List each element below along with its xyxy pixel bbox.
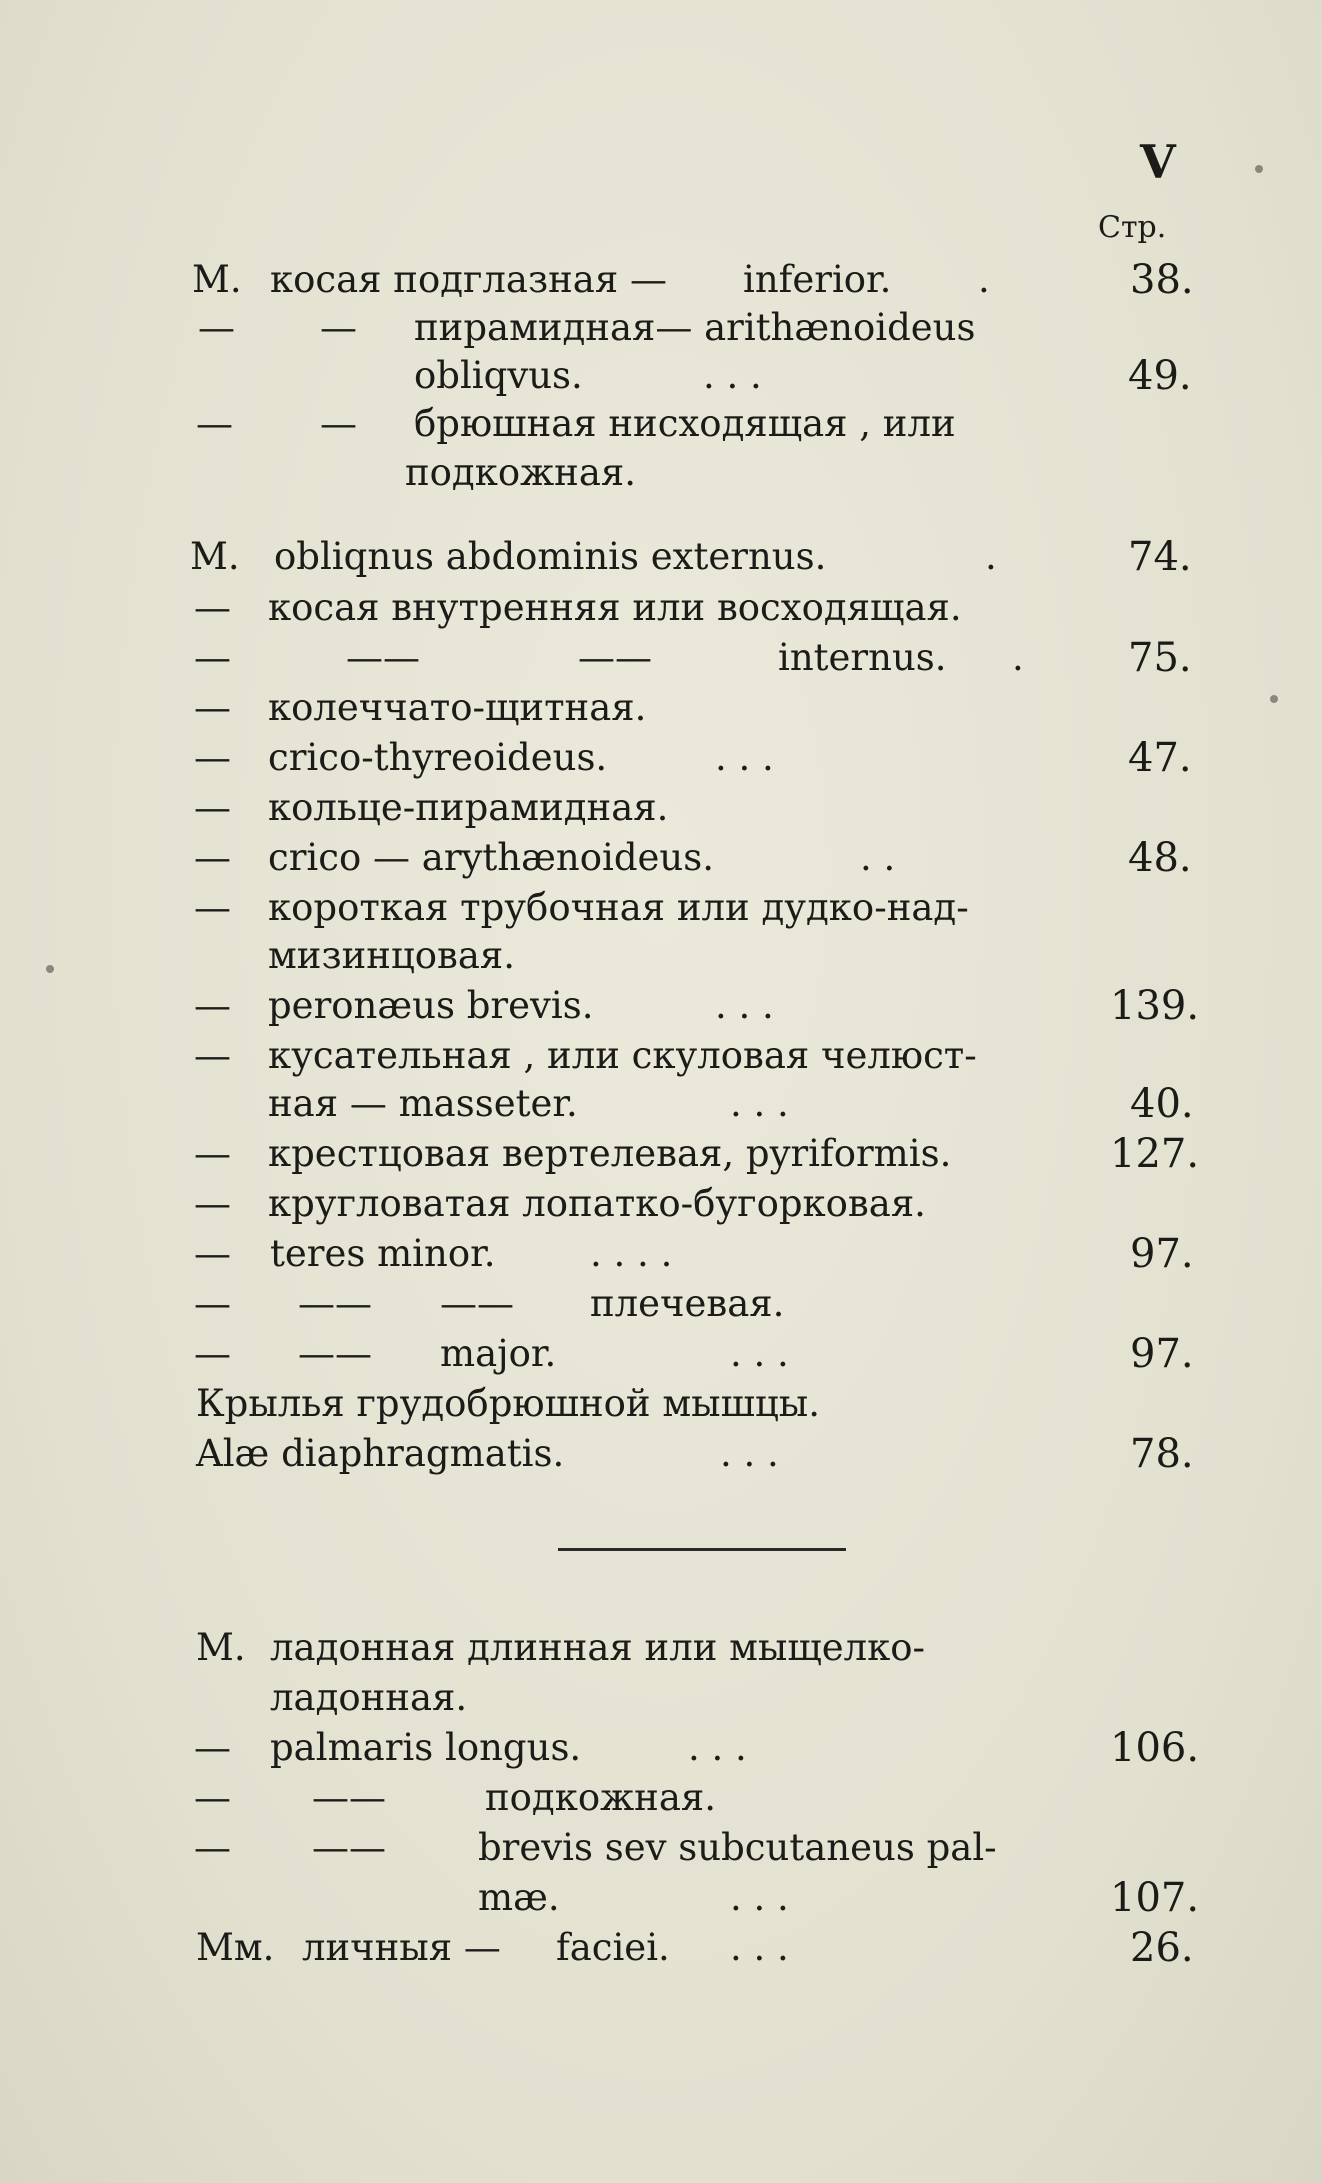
index-entry bbox=[0, 1673, 1322, 1723]
index-entry bbox=[0, 448, 1322, 498]
index-entry bbox=[0, 399, 1322, 449]
entry-dash: — bbox=[194, 836, 231, 879]
index-entry bbox=[0, 1229, 1322, 1279]
entry-term: косая внутренняя или восходящая. bbox=[268, 586, 962, 629]
entry-term: крестцовая вертелевая, pyriformis. bbox=[268, 1132, 952, 1175]
entry-leader-dots: . . . bbox=[730, 1332, 789, 1375]
entry-latin: internus. bbox=[778, 636, 947, 679]
index-entry bbox=[0, 833, 1322, 883]
entry-latin: Alæ diaphragmatis. bbox=[196, 1432, 565, 1475]
paper-speck bbox=[1255, 165, 1263, 173]
entry-dash: — bbox=[194, 686, 231, 729]
entry-dash: — bbox=[194, 1232, 231, 1275]
entry-latin: palmaris longus. bbox=[270, 1726, 582, 1769]
index-entry bbox=[0, 733, 1322, 783]
index-entry bbox=[0, 1329, 1322, 1379]
entry-prefix: Мм. bbox=[196, 1926, 275, 1969]
entry-leader-dots: . . . bbox=[730, 1876, 789, 1919]
entry-term: мизинцовая. bbox=[268, 934, 516, 977]
entry-page-ref: 49. bbox=[1128, 353, 1192, 399]
entry-ditto: —— bbox=[440, 1282, 514, 1325]
entry-term: подкожная. bbox=[405, 451, 636, 494]
entry-latin: brevis sev subcutaneus pal- bbox=[478, 1826, 997, 1869]
entry-dash: — bbox=[194, 1282, 231, 1325]
entry-leader-dots: . bbox=[985, 535, 997, 578]
entry-latin: obliqvus. bbox=[414, 354, 583, 397]
column-header-page: Стр. bbox=[1098, 210, 1167, 245]
index-entry bbox=[0, 1429, 1322, 1479]
entry-dash: — bbox=[320, 306, 357, 349]
entry-dash: — bbox=[194, 736, 231, 779]
entry-term: ладонная длинная или мыщелко- bbox=[270, 1626, 926, 1669]
entry-page-ref: 47. bbox=[1128, 735, 1192, 781]
entry-latin: peronæus brevis. bbox=[268, 984, 594, 1027]
entry-term: колеччато-щитная. bbox=[268, 686, 647, 729]
entry-dash: — bbox=[194, 984, 231, 1027]
index-entry bbox=[0, 1823, 1322, 1873]
entry-term: короткая трубочная или дудко-над- bbox=[268, 886, 969, 929]
entry-ditto: —— bbox=[298, 1332, 372, 1375]
entry-leader-dots: . bbox=[978, 258, 990, 301]
entry-term: косая подглазная — bbox=[270, 258, 667, 301]
index-entry bbox=[0, 1129, 1322, 1179]
entry-term: кусательная , или скуловая челюст- bbox=[268, 1034, 977, 1077]
entry-term: Крылья грудобрюшной мышцы. bbox=[196, 1382, 820, 1425]
index-entry bbox=[0, 303, 1322, 353]
entry-latin: teres minor. bbox=[270, 1232, 496, 1275]
entry-dash: — bbox=[194, 1826, 231, 1869]
index-entry bbox=[0, 1379, 1322, 1429]
index-entry bbox=[0, 683, 1322, 733]
index-entry bbox=[0, 1623, 1322, 1673]
entry-dash: — bbox=[194, 1132, 231, 1175]
index-entry bbox=[0, 583, 1322, 633]
index-entry bbox=[0, 783, 1322, 833]
entry-latin: obliqnus abdominis externus. bbox=[274, 535, 827, 578]
entry-latin: faciei. bbox=[556, 1926, 670, 1969]
entry-leader-dots: . . . bbox=[715, 984, 774, 1027]
entry-page-ref: 48. bbox=[1128, 835, 1192, 881]
entry-ditto: —— bbox=[312, 1776, 386, 1819]
entry-leader-dots: . . . bbox=[730, 1926, 789, 1969]
index-entry bbox=[0, 981, 1322, 1031]
entry-term: кольце-пирамидная. bbox=[268, 786, 669, 829]
entry-leader-dots: . . . bbox=[720, 1432, 779, 1475]
entry-prefix: М. bbox=[196, 1626, 246, 1669]
index-entry bbox=[0, 633, 1322, 683]
entry-page-ref: 139. bbox=[1110, 983, 1200, 1029]
entry-page-ref: 38. bbox=[1130, 257, 1194, 303]
entry-dash: — bbox=[194, 1726, 231, 1769]
entry-term: кругловатая лопатко-бугорковая. bbox=[268, 1182, 926, 1225]
entry-leader-dots: . . . bbox=[715, 736, 774, 779]
index-entry bbox=[0, 1279, 1322, 1329]
entry-latin: crico — arythænoideus. bbox=[268, 836, 714, 879]
entry-page-ref: 107. bbox=[1110, 1875, 1200, 1921]
entry-dash: — bbox=[194, 586, 231, 629]
entry-page-ref: 127. bbox=[1110, 1131, 1200, 1177]
entry-leader-dots: . . . bbox=[688, 1726, 747, 1769]
entry-dash: — bbox=[194, 636, 231, 679]
entry-page-ref: 78. bbox=[1130, 1431, 1194, 1477]
entry-term: подкожная. bbox=[485, 1776, 716, 1819]
entry-dash: — bbox=[196, 402, 233, 445]
section-divider bbox=[558, 1548, 846, 1551]
entry-page-ref: 106. bbox=[1110, 1725, 1200, 1771]
entry-page-ref: 97. bbox=[1130, 1331, 1194, 1377]
entry-dash: — bbox=[194, 1182, 231, 1225]
page-number: V bbox=[1140, 135, 1177, 189]
entry-ditto: —— bbox=[312, 1826, 386, 1869]
entry-dash: — bbox=[198, 306, 235, 349]
entry-page-ref: 26. bbox=[1130, 1925, 1194, 1971]
entry-dash: — bbox=[194, 1034, 231, 1077]
entry-page-ref: 97. bbox=[1130, 1231, 1194, 1277]
entry-ditto: —— bbox=[346, 636, 420, 679]
index-entry bbox=[0, 255, 1322, 305]
entry-term: личныя — bbox=[302, 1926, 501, 1969]
index-entry bbox=[0, 883, 1322, 933]
index-entry bbox=[0, 351, 1322, 401]
entry-page-ref: 75. bbox=[1128, 635, 1192, 681]
entry-latin: crico-thyreoideus. bbox=[268, 736, 608, 779]
entry-leader-dots: . . . bbox=[703, 354, 762, 397]
entry-term: ная — masseter. bbox=[268, 1082, 578, 1125]
index-entry bbox=[0, 1079, 1322, 1129]
entry-ditto: —— bbox=[578, 636, 652, 679]
entry-latin: inferior. bbox=[743, 258, 892, 301]
entry-prefix: М. bbox=[192, 258, 242, 301]
index-entry bbox=[0, 1773, 1322, 1823]
index-entry bbox=[0, 1923, 1322, 1973]
entry-page-ref: 74. bbox=[1128, 534, 1192, 580]
entry-leader-dots: . . bbox=[860, 836, 896, 879]
entry-dash: — bbox=[320, 402, 357, 445]
entry-term: плечевая. bbox=[590, 1282, 785, 1325]
index-entry bbox=[0, 532, 1322, 582]
entry-dash: — bbox=[194, 1332, 231, 1375]
entry-prefix: M. bbox=[190, 535, 240, 578]
entry-ditto: —— bbox=[298, 1282, 372, 1325]
entry-dash: — bbox=[194, 1776, 231, 1819]
entry-leader-dots: . . . . bbox=[590, 1232, 673, 1275]
entry-term: брюшная нисходящая , или bbox=[414, 402, 956, 445]
entry-dash: — bbox=[194, 786, 231, 829]
index-entry bbox=[0, 1179, 1322, 1229]
index-entry bbox=[0, 1723, 1322, 1773]
entry-leader-dots: . . . bbox=[730, 1082, 789, 1125]
entry-term: ладонная. bbox=[270, 1676, 468, 1719]
entry-latin: major. bbox=[440, 1332, 557, 1375]
entry-page-ref: 40. bbox=[1130, 1081, 1194, 1127]
entry-leader-dots: . bbox=[1012, 636, 1024, 679]
entry-term: пирамидная— arithænoideus bbox=[414, 306, 976, 349]
entry-dash: — bbox=[194, 886, 231, 929]
index-entry bbox=[0, 931, 1322, 981]
index-entry bbox=[0, 1873, 1322, 1923]
entry-latin: mæ. bbox=[478, 1876, 560, 1919]
index-entry bbox=[0, 1031, 1322, 1081]
